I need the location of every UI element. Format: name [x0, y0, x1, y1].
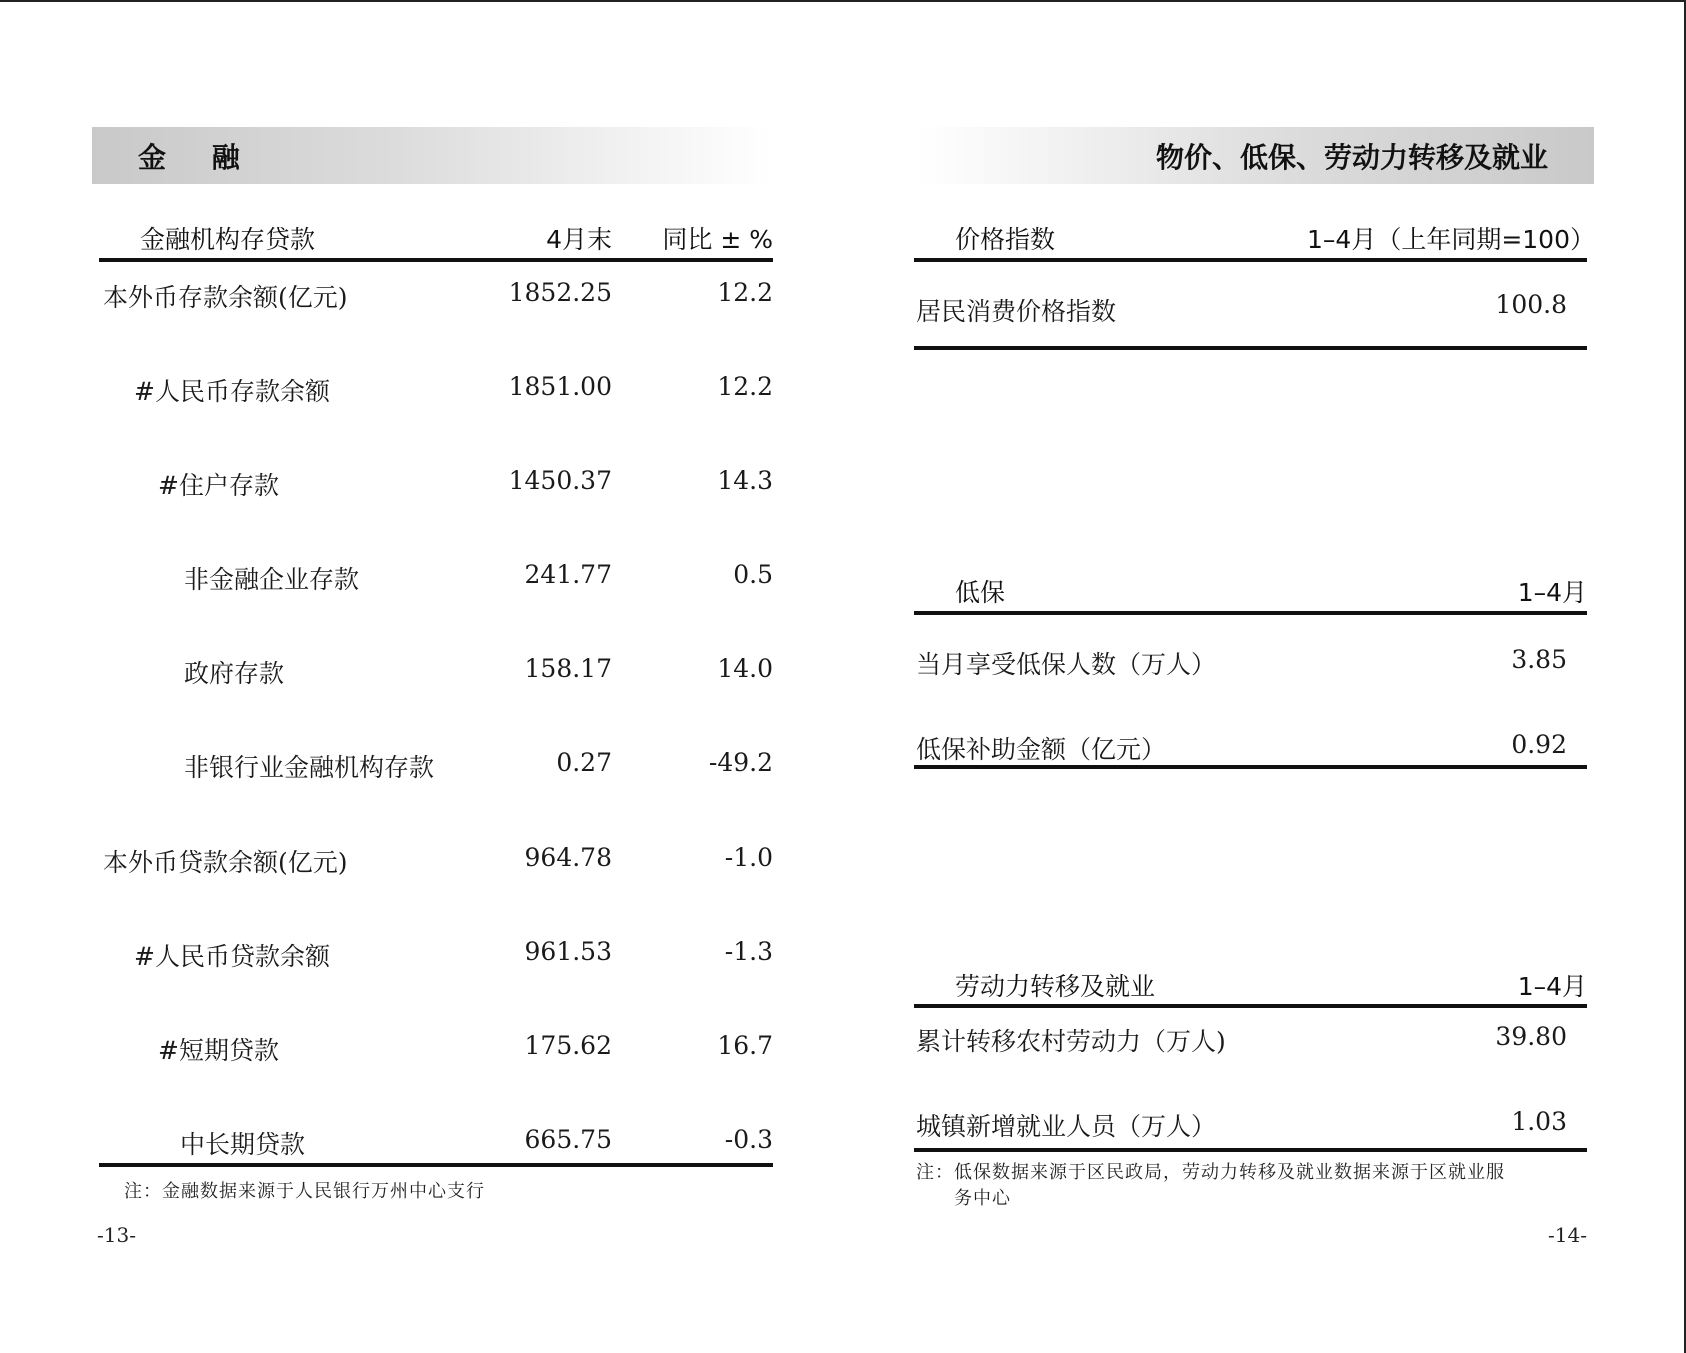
table-header-rule	[99, 258, 773, 262]
row-label: #人民币贷款余额	[134, 942, 330, 971]
page-border-top	[0, 0, 1686, 2]
row-value: 1450.37	[508, 466, 612, 495]
price-table-header-label: 价格指数	[955, 225, 1056, 254]
row-yoy: -49.2	[708, 748, 773, 777]
row-value: 665.75	[524, 1125, 612, 1154]
row-value: 961.53	[524, 937, 612, 966]
row-yoy: -1.0	[724, 843, 773, 872]
section-title: 金 融	[138, 140, 258, 174]
row-value: 100.8	[1495, 290, 1567, 319]
row-label: 低保补助金额（亿元）	[916, 735, 1167, 764]
labor-table-header-label: 劳动力转移及就业	[955, 972, 1156, 1001]
row-yoy: 16.7	[717, 1031, 773, 1060]
labor-table-bottom-rule	[914, 1148, 1587, 1152]
row-label: 当月享受低保人数（万人）	[916, 650, 1217, 679]
page-number: -13-	[97, 1223, 136, 1247]
table-header-col-yoy: 同比 ± %	[662, 225, 773, 254]
section-banner-finance	[92, 127, 772, 184]
row-label: #住户存款	[158, 471, 279, 500]
page-number: -14-	[1548, 1223, 1587, 1247]
row-value: 964.78	[524, 843, 612, 872]
row-yoy: 14.3	[717, 466, 773, 495]
row-label: 非银行业金融机构存款	[184, 753, 435, 782]
row-value: 175.62	[524, 1031, 612, 1060]
table-header-label: 金融机构存贷款	[140, 225, 316, 254]
footnote-line-2: 务中心	[954, 1188, 1011, 1209]
dibao-table-bottom-rule	[914, 765, 1587, 769]
row-value: 39.80	[1495, 1022, 1567, 1051]
row-label: 政府存款	[184, 659, 285, 688]
section-title: 物价、低保、劳动力转移及就业	[1155, 140, 1548, 174]
labor-table-header-col: 1–4月	[1517, 972, 1587, 1001]
row-value: 0.27	[556, 748, 612, 777]
row-yoy: -0.3	[724, 1125, 773, 1154]
price-table-header-rule	[914, 258, 1587, 262]
row-yoy: 0.5	[733, 560, 773, 589]
row-value: 3.85	[1511, 645, 1567, 674]
row-yoy: 12.2	[717, 372, 773, 401]
row-label: 非金融企业存款	[184, 565, 360, 594]
dibao-table-header-label: 低保	[955, 578, 1006, 607]
row-label: 本外币存款余额(亿元)	[103, 283, 348, 312]
row-value: 241.77	[524, 560, 612, 589]
row-label: 累计转移农村劳动力（万人)	[916, 1027, 1226, 1056]
row-yoy: 14.0	[717, 654, 773, 683]
footnote-line-1: 注：低保数据来源于区民政局，劳动力转移及就业数据来源于区就业服	[916, 1162, 1505, 1183]
row-value: 1851.00	[508, 372, 612, 401]
row-label: 居民消费价格指数	[916, 297, 1117, 326]
row-label: 城镇新增就业人员（万人）	[916, 1112, 1217, 1141]
row-value: 1852.25	[508, 278, 612, 307]
price-table-bottom-rule	[914, 346, 1587, 350]
dibao-table-header-rule	[914, 611, 1587, 615]
row-label: 本外币贷款余额(亿元)	[103, 848, 348, 877]
row-label: #人民币存款余额	[134, 377, 330, 406]
row-yoy: -1.3	[724, 937, 773, 966]
section-banner-prices	[918, 127, 1594, 184]
row-value: 1.03	[1511, 1107, 1567, 1136]
row-label: 中长期贷款	[180, 1130, 306, 1159]
row-value: 0.92	[1511, 730, 1567, 759]
price-table-header-col: 1–4月（上年同期=100）	[1307, 225, 1595, 254]
table-header-col-april: 4月末	[546, 225, 612, 254]
labor-table-header-rule	[914, 1004, 1587, 1008]
footnote: 注：金融数据来源于人民银行万州中心支行	[124, 1181, 485, 1202]
dibao-table-header-col: 1–4月	[1517, 578, 1587, 607]
row-label: #短期贷款	[158, 1036, 279, 1065]
table-bottom-rule	[99, 1163, 773, 1167]
row-value: 158.17	[524, 654, 612, 683]
row-yoy: 12.2	[717, 278, 773, 307]
